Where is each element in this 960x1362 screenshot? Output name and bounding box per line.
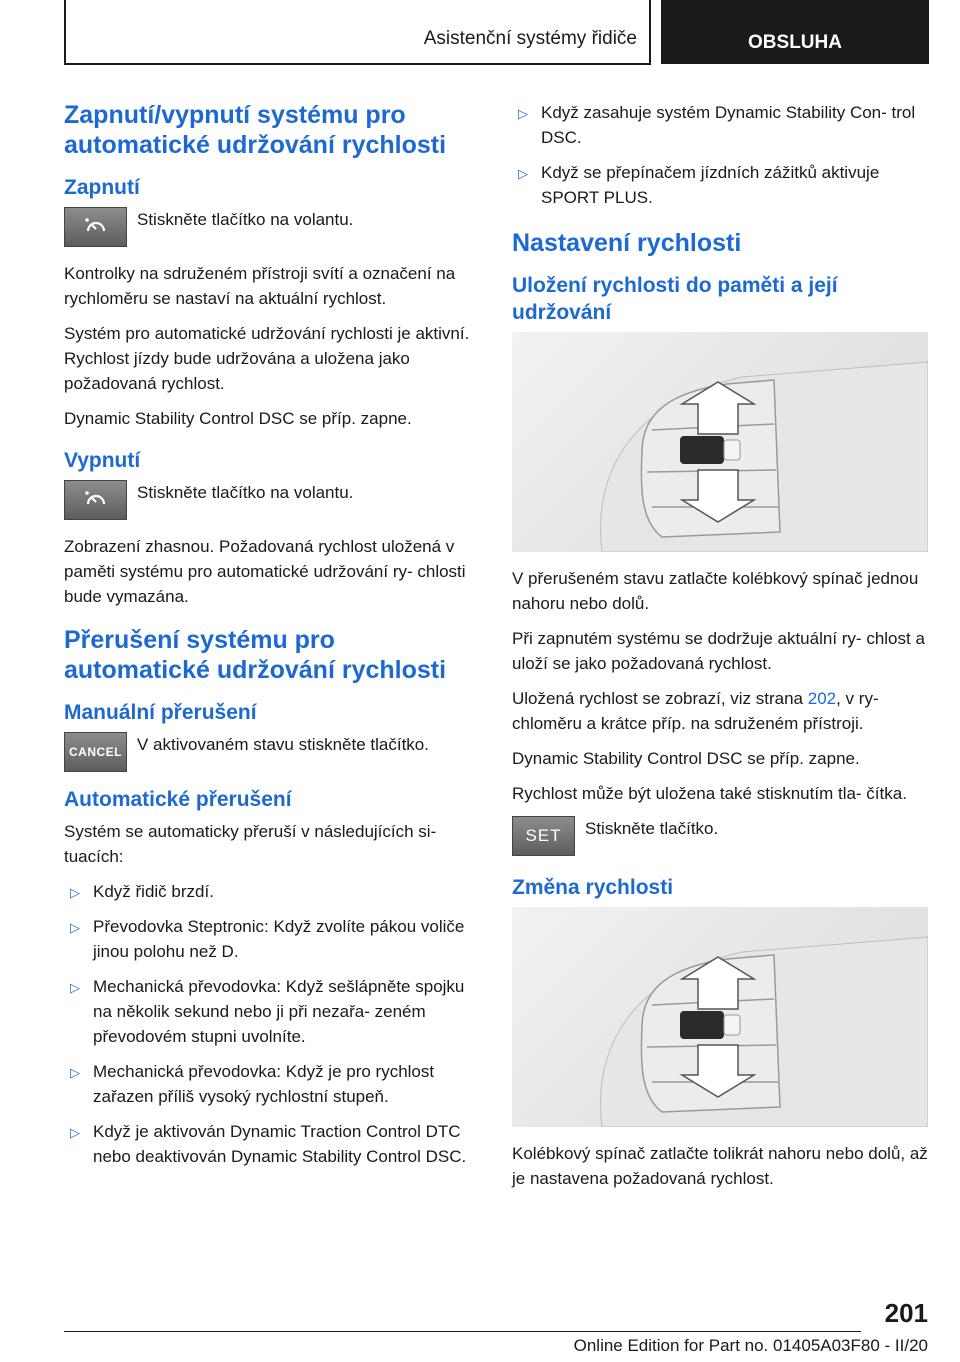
bullet-list	[512, 100, 928, 210]
triangle-right-icon: ▷	[70, 920, 80, 935]
section-title: Zapnutí/vypnutí systému pro automatické udržování rychlosti	[64, 101, 447, 159]
list-item: ▷ Převodovka Steptronic: Když zvolíte pákou voliče jinou polohu než D.	[70, 917, 465, 961]
page-reference-link[interactable]: 202	[807, 689, 837, 708]
button-instruction-text: Stiskněte tlačítko na volantu.	[137, 483, 354, 502]
list-item: ▷ Když se přepínačem jízdních zážitků aktivuje SPORT PLUS.	[518, 163, 880, 207]
triangle-right-icon: ▷	[70, 980, 80, 995]
cruise-control-button-image	[64, 480, 127, 520]
button-instruction-on	[64, 207, 478, 247]
right-column	[512, 100, 928, 1201]
header-rule-left	[64, 0, 66, 64]
paragraph: Uložená rychlost se zobrazí, viz strana 202, v ry‐ chloměru a krátce příp. na sdruženém přístroji.	[512, 689, 879, 733]
paragraph: Dynamic Stability Control DSC se příp. zapne.	[64, 409, 412, 428]
triangle-right-icon: ▷	[70, 1125, 80, 1140]
button-instruction-text: Stiskněte tlačítko na volantu.	[137, 210, 354, 229]
chapter-title: Asistenční systémy řidiče	[423, 28, 637, 49]
paragraph: Rychlost může být uložena také stisknutím tla‐ čítka.	[512, 784, 907, 803]
paragraph: Při zapnutém systému se dodržuje aktuální ry‐ chlost a uloží se jako požadovaná rychlost.	[512, 629, 925, 673]
cancel-button-image: CANCEL	[64, 732, 127, 772]
button-instruction-cancel	[64, 732, 478, 772]
list-item: ▷ Když zasahuje systém Dynamic Stability Con‐ trol DSC.	[518, 103, 916, 147]
edition-footer: Online Edition for Part no. 01405A03F80 - II/20	[573, 1336, 928, 1355]
footer-rule	[64, 1331, 861, 1332]
left-column	[64, 100, 478, 1179]
cruise-control-icon	[83, 489, 109, 511]
steering-wheel-illustration	[512, 907, 928, 1127]
list-item: ▷ Mechanická převodovka: Když je pro rychlost zařazen příliš vysoký rychlostní stupeň.	[70, 1062, 435, 1106]
list-item: ▷ Když řidič brzdí.	[64, 879, 478, 904]
section-title: Nastavení rychlosti	[512, 229, 742, 257]
header-rule-bottom	[64, 63, 651, 65]
subheading-store: Uložení rychlosti do paměti a její udržování	[512, 274, 838, 324]
steering-wheel-rocker-switch-photo	[512, 907, 928, 1127]
subheading-manual: Manuální přerušení	[64, 701, 257, 724]
set-button-image: SET	[512, 816, 575, 856]
cruise-control-icon	[83, 216, 109, 238]
page-number: 201	[884, 1298, 928, 1328]
list-item: ▷ Když je aktivován Dynamic Traction Control DTC nebo deaktivován Dynamic Stability Control DSC.	[70, 1122, 467, 1166]
subheading-on: Zapnutí	[64, 176, 140, 199]
section-title: Přerušení systému pro automatické udržování rychlosti	[64, 626, 447, 684]
triangle-right-icon: ▷	[518, 166, 528, 181]
paragraph: Kontrolky na sdruženém přístroji svítí a označení na rychloměru se nastaví na aktuální rychlost.	[64, 264, 456, 308]
section-tab: OBSLUHA	[661, 0, 929, 64]
cruise-control-button-image	[64, 207, 127, 247]
bullet-list	[64, 879, 478, 1169]
steering-wheel-illustration	[512, 332, 928, 552]
paragraph: V přerušeném stavu zatlačte kolébkový spínač jednou nahoru nebo dolů.	[512, 569, 919, 613]
list-item: ▷ Mechanická převodovka: Když sešlápněte spojku na několik sekund nebo ji při nezařa‐ zeném převodovém stupni uvolníte.	[70, 977, 465, 1046]
paragraph: Zobrazení zhasnou. Požadovaná rychlost uložená v paměti systému pro automatické udržování ry‐ chlosti bude vymazána.	[64, 537, 466, 606]
subheading-off: Vypnutí	[64, 449, 141, 472]
button-instruction-text: Stiskněte tlačítko.	[585, 819, 719, 838]
button-instruction-set	[512, 816, 928, 856]
header-rule-right	[649, 0, 651, 64]
button-instruction-off	[64, 480, 478, 520]
subheading-auto: Automatické přerušení	[64, 788, 292, 811]
subheading-change: Změna rychlosti	[512, 876, 674, 899]
paragraph: Systém pro automatické udržování rychlosti je aktivní. Rychlost jízdy bude udržována a uložena jako požadovaná rychlost.	[64, 324, 470, 393]
triangle-right-icon: ▷	[518, 106, 528, 121]
paragraph: Kolébkový spínač zatlačte tolikrát nahoru nebo dolů, až je nastavena požadovaná rychlost.	[512, 1144, 928, 1188]
paragraph: Systém se automaticky přeruší v následujících si‐ tuacích:	[64, 822, 437, 866]
button-instruction-text: V aktivovaném stavu stiskněte tlačítko.	[137, 735, 429, 754]
triangle-right-icon: ▷	[70, 1065, 80, 1080]
triangle-right-icon: ▷	[70, 885, 80, 900]
paragraph: Dynamic Stability Control DSC se příp. zapne.	[512, 749, 860, 768]
steering-wheel-rocker-switch-photo	[512, 332, 928, 552]
